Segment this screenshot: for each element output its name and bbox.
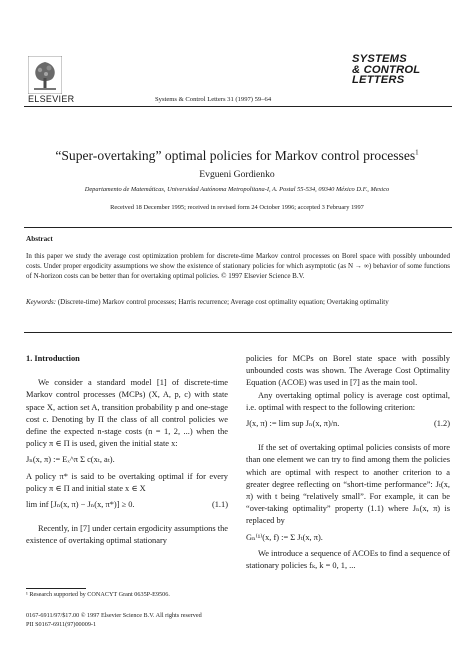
paragraph: Recently, in [7] under certain ergodicity assumptions the existence of overtaking optimal stationary <box>26 524 228 546</box>
right-column <box>246 353 450 572</box>
paper-title <box>0 148 474 164</box>
header-rule <box>24 106 452 107</box>
abstract-rule <box>24 332 452 333</box>
elsevier-tree-logo <box>28 56 62 94</box>
equation-body: lim inf [Jₙ(x, π) − Jₙ(x, π*)] ≥ 0. <box>26 500 135 510</box>
spacer <box>246 434 450 442</box>
author-name: Evgueni Gordienko <box>199 169 275 180</box>
equation <box>246 532 450 544</box>
paragraph: We introduce a sequence of ACOEs to find a sequence of stationary policies fₖ, k = 0, 1, ... <box>246 548 450 571</box>
masthead-line: & CONTROL <box>352 63 421 76</box>
title-text: “Super-overtaking” optimal policies for Markov control processes <box>55 148 416 163</box>
journal-reference: Systems & Control Letters 31 (1997) 59–64 <box>155 96 272 103</box>
masthead-line: LETTERS <box>352 74 405 86</box>
equation <box>246 418 450 430</box>
spacer <box>26 515 228 523</box>
issn-block <box>26 611 202 629</box>
abstract-body: In this paper we study the average cost optimization problem for discrete-time Markov control processes on Borel space with possibly unbounded costs. Under proper ergodicity assumptions we show the existence of stationary policies for which asymptotic (as N → ∞) behavior of some functions of N-horizon costs can be better than for overtaking optimal policies. © 1997 Elsevier Science B.V. <box>26 252 450 280</box>
equation-number: (1.1) <box>211 500 228 510</box>
equation-body: J(x, π) := lim sup Jₙ(x, π)/n. <box>246 419 340 429</box>
paragraph: We consider a standard model [1] of discrete-time Markov control processes (MCPs) (X, A, p, c) with state space X, action set A, transition probability p and one-stage cost c. Denoting by Π the class of all control policies we define the expected n-stage costs (n = 1, 2, ...) when the policy π ∈ Π is used, given the initial state x: <box>26 378 228 449</box>
publisher-name: ELSEVIER <box>28 94 75 104</box>
journal-masthead <box>352 54 452 86</box>
equation-body: Gₙ⁽¹⁾(x, f) := Σ Jₜ(x, π). <box>246 532 323 542</box>
equation <box>26 499 228 511</box>
paragraph: A policy π* is said to be overtaking optimal if for every policy π ∈ Π and initial state x ∈ X <box>26 471 228 493</box>
received-dates: Received 18 December 1995; received in revised form 24 October 1996; accepted 3 February 1997 <box>110 204 364 211</box>
footnote: ¹ Research supported by CONACYT Grant 0635P-E9506. <box>26 591 170 598</box>
paragraph: policies for MCPs on Borel state space with possibly unbounded costs was shown. The Average Cost Optimality Equation (ACOE) was used in [7] as the main tool. <box>246 354 450 388</box>
equation <box>26 454 228 466</box>
issn-line: 0167-6911/97/$17.00 © 1997 Elsevier Science B.V. All rights reserved <box>26 612 202 619</box>
title-rule <box>24 227 452 228</box>
abstract-heading: Abstract <box>26 235 53 243</box>
equation-body: Jₙ(x, π) := Eₓ^π Σ c(xₜ, aₜ). <box>26 455 115 465</box>
left-column <box>26 353 228 548</box>
footnote-rule <box>26 588 86 589</box>
keywords-text: (Discrete-time) Markov control processes; Harris recurrence; Average cost optimality equation; Overtaking optimality <box>57 298 389 306</box>
equation-number: (1.2) <box>433 419 450 429</box>
masthead-line: SYSTEMS <box>352 53 407 65</box>
author-affiliation: Departamento de Matemáticas, Universidad Autónoma Metropolitana-I, A. Postal 55-534, 09340 México D.F., Mexico <box>84 186 390 193</box>
paragraph: Any overtaking optimal policy is average cost optimal, i.e. optimal with respect to the following criterion: <box>246 390 450 412</box>
section-heading: 1. Introduction <box>26 354 80 363</box>
title-footnote-mark: 1 <box>415 148 419 157</box>
keywords <box>26 298 450 308</box>
keywords-label: Keywords: <box>26 298 57 306</box>
paragraph: If the set of overtaking optimal policies consists of more than one element we can try to find among them the policies which are optimal with respect to another criterion to a greater degree reflecting on “short-time performance”: Jₜ(x, π) with t being “relatively small”. For example, it can be “over-taking optimality” property (1.1) where Jₙ(x, π) is replaced by <box>246 443 450 526</box>
pii-line: PII S0167-6911(97)00009-1 <box>26 621 97 628</box>
